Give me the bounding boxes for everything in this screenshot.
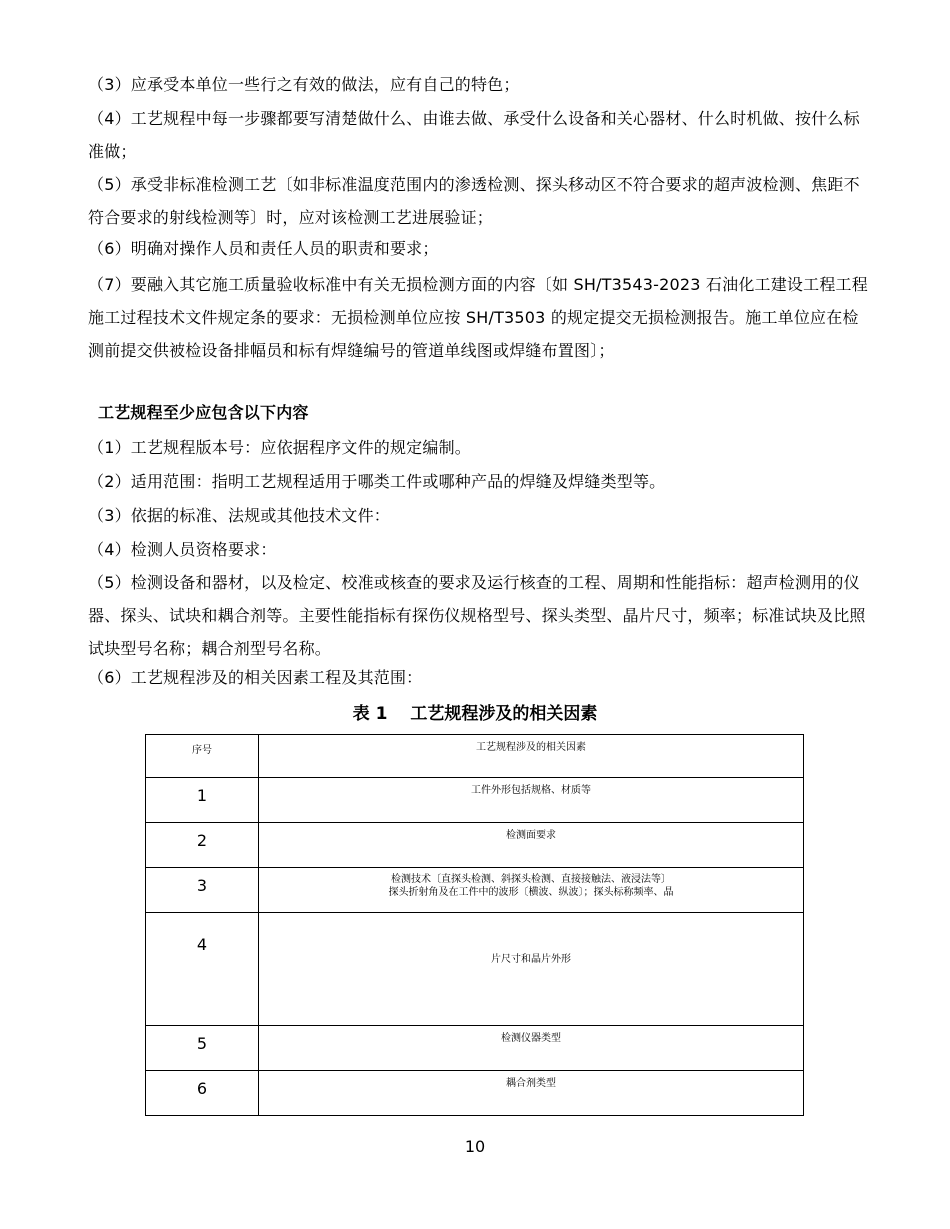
table-row [146,1071,804,1116]
row-factor [259,868,804,913]
content-item-2: （2）适用范围：指明工艺规程适用于哪类工件或哪种产品的焊缝及焊缝类型等。 [88,472,666,491]
content-item-3: （3）依据的标准、法规或其他技术文件： [88,506,390,525]
row-index: 4 [146,913,259,1026]
page-number: 10 [464,1137,486,1156]
row-factor-line-1: 检测技术〔直探头检测、斜探头检测、直接接触法、液浸法等〕 [391,874,671,885]
row-factor: 检测仪器类型 [259,1026,804,1071]
paragraph-item-3: （3）应承受本单位一些行之有效的做法，应有自己的特色； [88,75,520,94]
table-header-row [146,735,804,778]
paragraph-item-7: （7）要融入其它施工质量验收标准中有关无损检测方面的内容〔如 SH/T3543-2023 石油化工建设工程工程施工过程技术文件规定条的要求：无损检测单位应按 SH/T3503 的规定提交无损检测报告。施工单位应在检测前提交供被检设备排幅员和标有焊缝编号的管道单线图或焊缝布置图〕； [88,275,868,360]
header-factor: 工艺规程涉及的相关因素 [259,735,804,778]
row-factor-line-2: 探头折射角及在工件中的波形〔横波、纵波〕；探头标称频率、晶 [388,887,674,898]
table-row [146,868,804,913]
row-index: 3 [146,868,259,913]
content-item-4: （4）检测人员资格要求： [88,540,277,559]
row-factor: 工件外形包括规格、材质等 [259,778,804,823]
row-factor: 检测面要求 [259,823,804,868]
row-index: 1 [146,778,259,823]
header-index: 序号 [146,735,259,778]
paragraph-item-4: （4）工艺规程中每一步骤都要写清楚做什么、由谁去做、承受什么设备和关心器材、什么时机做、按什么标准做； [88,109,860,161]
row-index: 2 [146,823,259,868]
table-row [146,1026,804,1071]
paragraph-item-6: （6）明确对操作人员和责任人员的职责和要求； [88,239,439,258]
content-item-1: （1）工艺规程版本号：应依据程序文件的规定编制。 [88,438,471,457]
content-item-6: （6）工艺规程涉及的相关因素工程及其范围： [88,668,423,687]
row-factor: 片尺寸和晶片外形 [259,913,804,1026]
table-row [146,778,804,823]
factors-table [145,734,804,1116]
row-factor: 耦合剂类型 [259,1071,804,1116]
section-heading: 工艺规程至少应包含以下内容 [98,403,309,422]
row-index: 5 [146,1026,259,1071]
table-caption: 表 1 工艺规程涉及的相关因素 [352,704,598,724]
table-row [146,913,804,1026]
table-row [146,823,804,868]
paragraph-item-5: （5）承受非标准检测工艺〔如非标准温度范围内的渗透检测、探头移动区不符合要求的超声波检测、焦距不符合要求的射线检测等〕时，应对该检测工艺进展验证； [88,175,860,227]
row-index: 6 [146,1071,259,1116]
content-item-5: （5）检测设备和器材，以及检定、校准或核查的要求及运行核查的工程、周期和性能指标：超声检测用的仪器、探头、试块和耦合剂等。主要性能指标有探伤仪规格型号、探头类型、晶片尺寸，频率；标准试块及比照试块型号名称；耦合剂型号名称。 [88,573,866,658]
